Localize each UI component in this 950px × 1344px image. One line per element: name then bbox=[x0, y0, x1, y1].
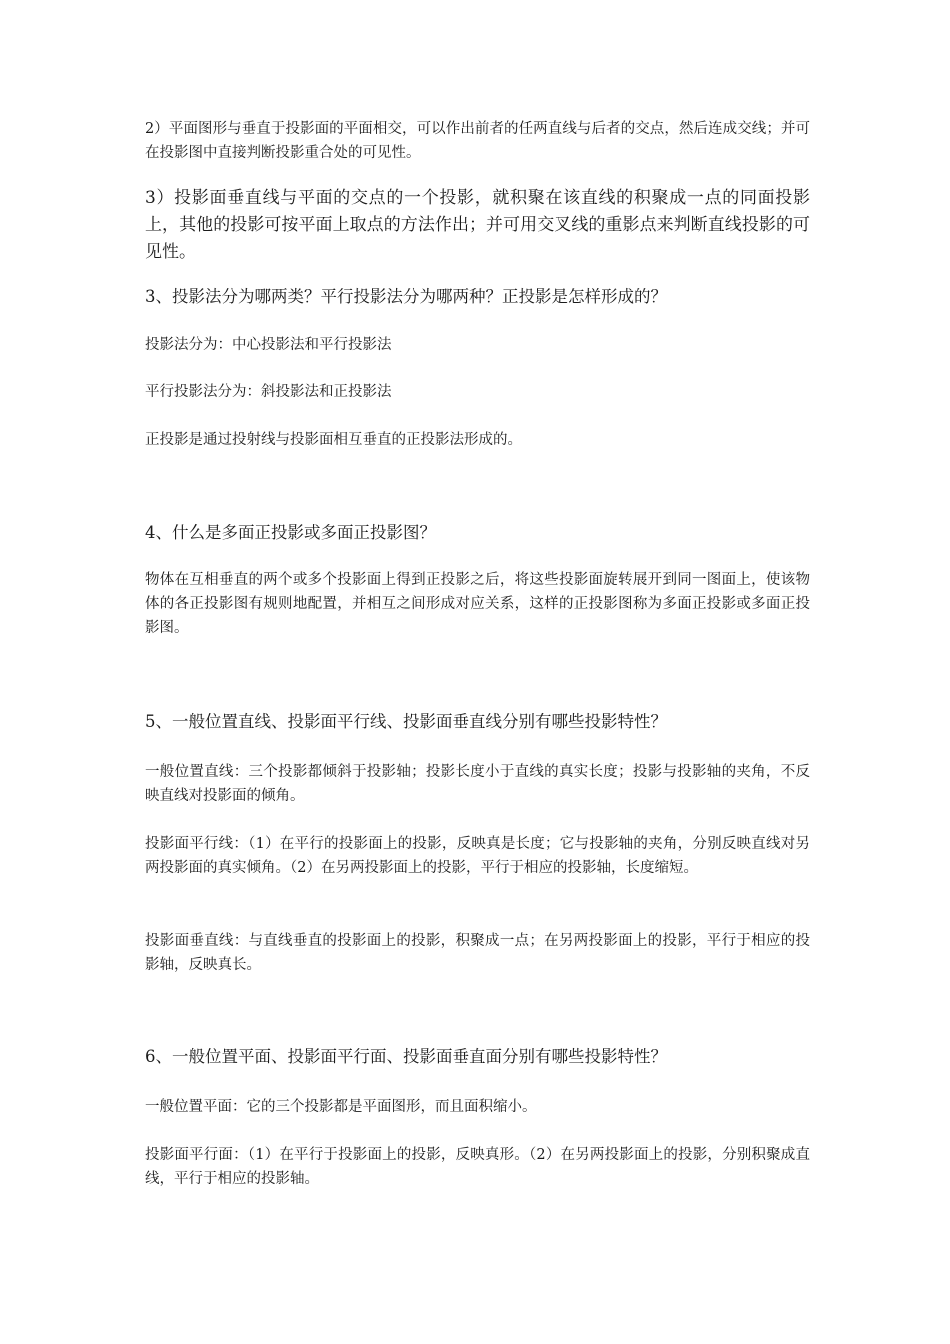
answer-6-parallel-plane: 投影面平行面：（1）在平行于投影面上的投影，反映真形。（2）在另两投影面上的投影，分别积聚成直线，平行于相应的投影轴。 bbox=[145, 1147, 810, 1187]
answer-3-orthographic: 正投影是通过投射线与投影面相互垂直的正投影法形成的。 bbox=[145, 432, 522, 448]
paragraph-item-3: 3）投影面垂直线与平面的交点的一个投影，就积聚在该直线的积聚成一点的同面投影上，其他的投影可按平面上取点的方法作出；并可用交叉线的重影点来判断直线投影的可见性。 bbox=[145, 188, 810, 262]
paragraph-item-2: 2）平面图形与垂直于投影面的平面相交，可以作出前者的任两直线与后者的交点，然后连成交线；并可在投影图中直接判断投影重合处的可见性。 bbox=[145, 121, 810, 161]
answer-5-parallel-line: 投影面平行线：（1）在平行的投影面上的投影，反映真是长度；它与投影轴的夹角，分别反映直线对另两投影面的真实倾角。（2）在另两投影面上的投影，平行于相应的投影轴，长度缩短。 bbox=[145, 836, 810, 876]
answer-5-general-line: 一般位置直线：三个投影都倾斜于投影轴；投影长度小于直线的真实长度；投影与投影轴的夹角，不反映直线对投影面的倾角。 bbox=[145, 764, 810, 804]
question-3-heading: 3、投影法分为哪两类？平行投影法分为哪两种？正投影是怎样形成的？ bbox=[145, 287, 667, 306]
answer-3-classes: 投影法分为：中心投影法和平行投影法 bbox=[145, 337, 392, 353]
question-6-heading: 6、一般位置平面、投影面平行面、投影面垂直面分别有哪些投影特性？ bbox=[145, 1047, 667, 1066]
answer-5-perpendicular-line: 投影面垂直线：与直线垂直的投影面上的投影，积聚成一点；在另两投影面上的投影，平行于相应的投影轴，反映真长。 bbox=[145, 933, 810, 973]
question-4-heading: 4、什么是多面正投影或多面正投影图？ bbox=[145, 523, 436, 542]
answer-6-general-plane: 一般位置平面：它的三个投影都是平面图形，而且面积缩小。 bbox=[145, 1099, 537, 1115]
answer-4: 物体在互相垂直的两个或多个投影面上得到正投影之后，将这些投影面旋转展开到同一图面上，使该物体的各正投影图有规则地配置，并相互之间形成对应关系，这样的正投影图称为多面正投影或多面正投影图。 bbox=[145, 572, 810, 636]
question-5-heading: 5、一般位置直线、投影面平行线、投影面垂直线分别有哪些投影特性？ bbox=[145, 712, 667, 731]
answer-3-parallel-types: 平行投影法分为：斜投影法和正投影法 bbox=[145, 384, 392, 400]
